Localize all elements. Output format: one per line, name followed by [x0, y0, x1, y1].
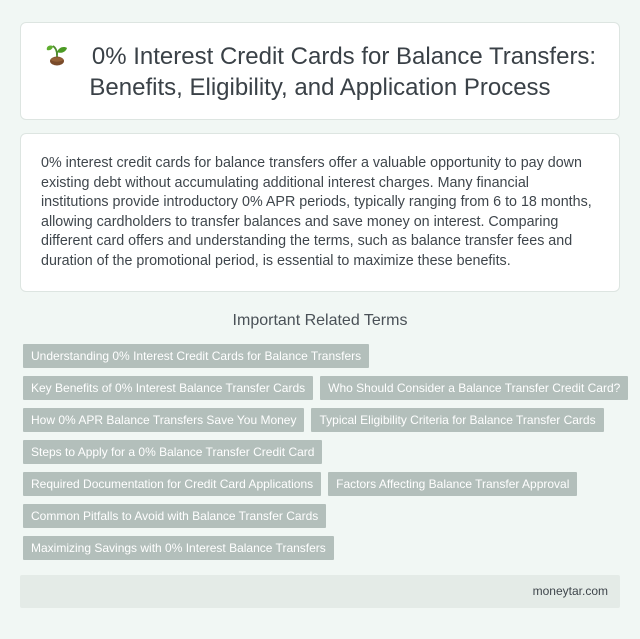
related-terms-list [23, 344, 623, 568]
related-terms-row [23, 344, 623, 368]
related-term-tag[interactable]: Required Documentation for Credit Card Applications [23, 472, 321, 496]
related-term-tag[interactable]: Maximizing Savings with 0% Interest Balance Transfers [23, 536, 334, 560]
related-terms-heading: Important Related Terms [232, 312, 408, 329]
related-terms-row [23, 376, 623, 400]
intro-card [20, 133, 620, 292]
related-terms-row [23, 408, 623, 432]
related-term-tag[interactable]: Who Should Consider a Balance Transfer Credit Card? [320, 376, 628, 400]
title-card [20, 22, 620, 120]
footer [20, 575, 620, 608]
page-title [41, 41, 599, 72]
related-terms-row [23, 440, 623, 464]
related-term-tag[interactable]: How 0% APR Balance Transfers Save You Money [23, 408, 304, 432]
sprout-icon [44, 41, 70, 67]
related-term-tag[interactable]: Steps to Apply for a 0% Balance Transfer Credit Card [23, 440, 322, 464]
intro-paragraph: 0% interest credit cards for balance transfers offer a valuable opportunity to pay down existing debt without accumulating additional interest charges. Many financial institutions provide introductory 0% APR periods, typically ranging from 6 to 18 months, allowing cardholders to transfer balances and save money on interest. Comparing different card offers and understanding the terms, such as balance transfer fees and duration of the promotional period, is essential to maximize these benefits. [41, 155, 592, 269]
related-terms-row [23, 504, 623, 528]
title-line-1: 0% Interest Credit Cards for Balance Transfers: [91, 43, 597, 70]
related-term-tag[interactable]: Key Benefits of 0% Interest Balance Transfer Cards [23, 376, 313, 400]
title-line-2: Benefits, Eligibility, and Application Process [89, 74, 551, 101]
related-term-tag[interactable]: Typical Eligibility Criteria for Balance Transfer Cards [311, 408, 603, 432]
footer-site-link[interactable]: moneytar.com [532, 584, 608, 598]
related-terms-row [23, 536, 623, 560]
related-term-tag[interactable]: Factors Affecting Balance Transfer Approval [328, 472, 577, 496]
related-term-tag[interactable]: Common Pitfalls to Avoid with Balance Transfer Cards [23, 504, 326, 528]
related-term-tag[interactable]: Understanding 0% Interest Credit Cards for Balance Transfers [23, 344, 369, 368]
related-terms-row [23, 472, 623, 496]
